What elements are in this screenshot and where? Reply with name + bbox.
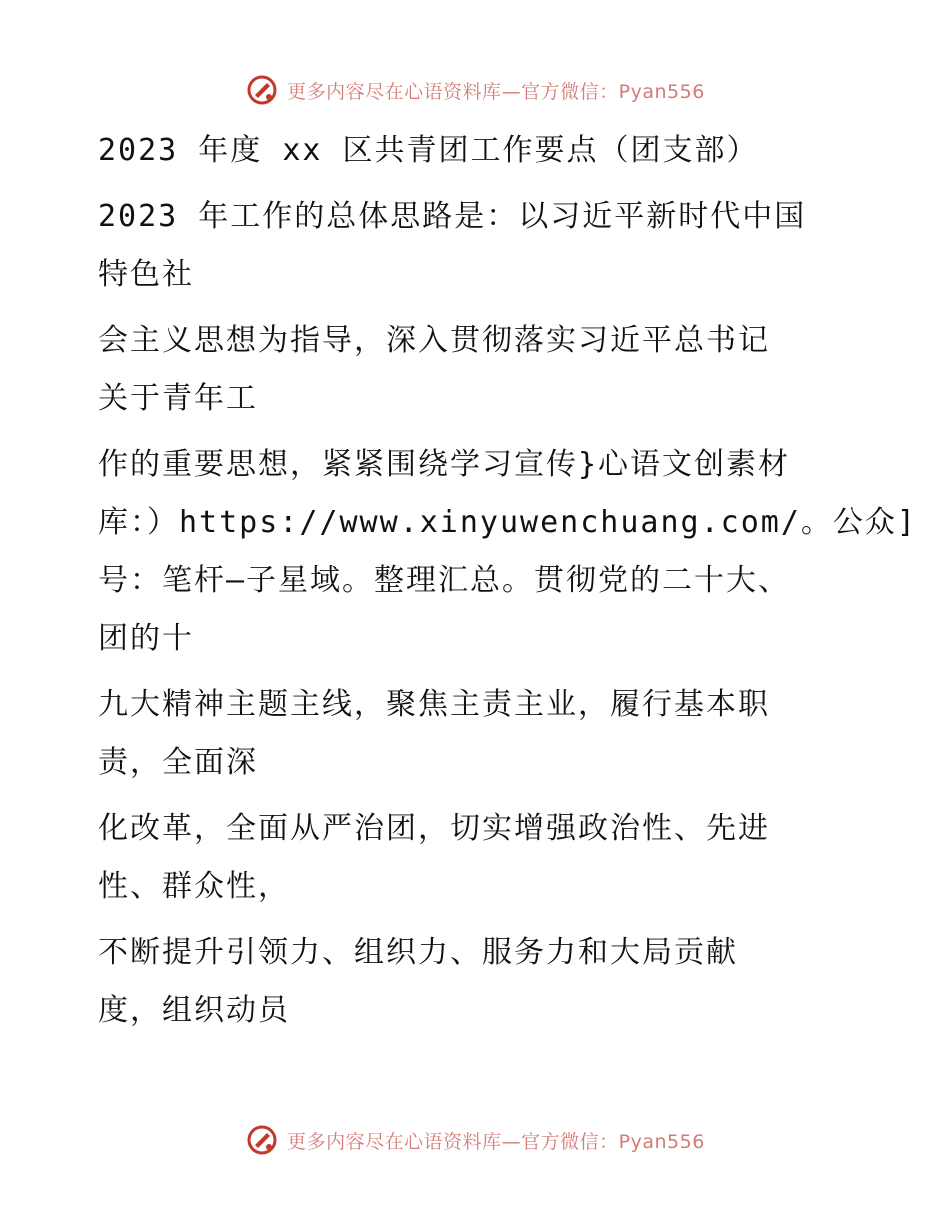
text-line: 九大精神主题主线，聚焦主责主业，履行基本职	[98, 687, 770, 722]
footer-watermark	[0, 1120, 950, 1160]
text-line: 责，全面深	[98, 745, 258, 780]
header-watermark	[0, 70, 950, 110]
text-line: 库：）https://www.xinyuwenchuang.com/。公众]	[98, 505, 917, 540]
watermark-text: 更多内容尽在心语资料库—官方微信：Pyan556	[287, 1130, 705, 1153]
text-line: 性、群众性，	[98, 869, 290, 904]
text-line: 关于青年工	[98, 381, 258, 416]
text-line: 作的重要思想，紧紧围绕学习宣传}心语文创素材	[98, 447, 791, 482]
text-line: 号：笔杆—子星域。整理汇总。贯彻党的二十大、	[98, 563, 791, 598]
brand-logo-icon	[245, 73, 279, 107]
text-line: 会主义思想为指导，深入贯彻落实习近平总书记	[98, 323, 770, 358]
text-line: 团的十	[98, 621, 194, 656]
text-line: 不断提升引领力、组织力、服务力和大局贡献	[98, 935, 738, 970]
document-body	[98, 122, 917, 1040]
text-line: 2023 年工作的总体思路是：以习近平新时代中国	[98, 199, 807, 234]
text-line: 化改革，全面从严治团，切实增强政治性、先进	[98, 811, 770, 846]
text-line: 度，组织动员	[98, 993, 290, 1028]
text-line-title: 2023 年度 xx 区共青团工作要点（团支部）	[98, 133, 759, 168]
text-line: 特色社	[98, 257, 194, 292]
watermark-text: 更多内容尽在心语资料库—官方微信：Pyan556	[287, 80, 705, 103]
brand-logo-icon	[245, 1123, 279, 1157]
